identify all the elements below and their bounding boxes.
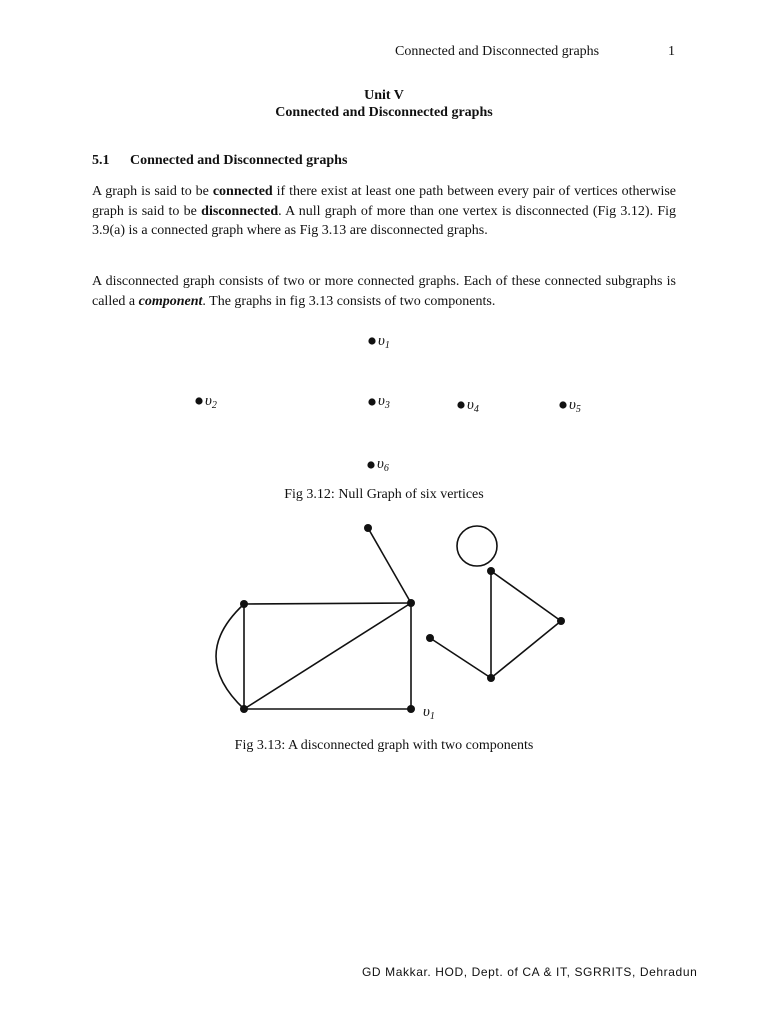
vertex-dot xyxy=(240,705,248,713)
edge xyxy=(491,571,561,621)
vertex-dot xyxy=(240,600,248,608)
vertex-dot xyxy=(487,674,495,682)
vertex-dot xyxy=(559,401,566,408)
para1-text-1: A graph is said to be xyxy=(92,184,213,199)
edge xyxy=(491,621,561,678)
vertex-dot xyxy=(364,524,372,532)
figure-3-13-component-2-vertices xyxy=(426,567,565,682)
para2-text-1: A disconnected graph consists of two or more connected graphs. Each of these connected subgraphs is called a xyxy=(92,274,676,309)
vertex-v5 xyxy=(559,397,580,415)
vertex-label: $\upsilon_5$ xyxy=(569,397,581,415)
figure-3-13-component-1-vertices xyxy=(240,524,415,713)
vertex-v4 xyxy=(457,397,478,415)
running-header-title: Connected and Disconnected graphs xyxy=(395,44,600,59)
figure-3-13-component-2 xyxy=(430,526,561,678)
vertex-v3 xyxy=(368,393,389,411)
figure-3-12-caption: Fig 3.12: Null Graph of six vertices xyxy=(284,487,484,502)
vertex-label: $\upsilon_3$ xyxy=(378,393,390,411)
figure-3-13-caption: Fig 3.13: A disconnected graph with two components xyxy=(234,738,534,753)
section-title: Connected and Disconnected graphs xyxy=(130,153,348,168)
vertex-dot xyxy=(407,705,415,713)
vertex-label: $\upsilon_4$ xyxy=(467,397,479,415)
edge xyxy=(244,603,411,709)
vertex-label-v1: $\upsilon_1$ xyxy=(423,704,435,722)
term-component: component xyxy=(138,293,203,309)
para1-text-3: . A null graph of more than one vertex is disconnected (Fig 3.12). Fig 3.9(a) is a connected graph where as Fig 3.13 are disconnected graphs. xyxy=(92,203,677,238)
term-disconnected: disconnected xyxy=(201,203,279,219)
edge xyxy=(244,603,411,604)
vertex-dot xyxy=(457,401,464,408)
page-footer: GD Makkar. HOD, Dept. of CA & IT, SGRRITS, Dehradun xyxy=(362,965,698,979)
vertex-dot xyxy=(367,461,374,468)
term-connected: connected xyxy=(212,184,273,199)
vertex-dot xyxy=(368,398,375,405)
vertex-label: $\upsilon_2$ xyxy=(205,393,217,411)
page-number: 1 xyxy=(668,44,675,59)
figure-3-13-component-1 xyxy=(216,528,411,709)
edge-curved xyxy=(216,604,244,709)
vertex-v6 xyxy=(367,456,388,474)
section-number: 5.1 xyxy=(92,153,110,168)
para2-text-2: . The graphs in fig 3.13 consists of two components. xyxy=(202,293,496,309)
vertex-dot xyxy=(426,634,434,642)
vertex-v1 xyxy=(368,333,389,351)
edge xyxy=(368,528,411,603)
chapter-title: Connected and Disconnected graphs xyxy=(275,105,493,120)
vertex-dot xyxy=(195,397,202,404)
vertex-dot xyxy=(368,337,375,344)
unit-heading: Unit V xyxy=(364,88,404,103)
para1-text-2: if there exist at least one path between every pair of vertices otherwise graph is said to be xyxy=(92,184,676,219)
vertex-v2 xyxy=(195,393,216,411)
vertex-dot xyxy=(487,567,495,575)
edge xyxy=(430,638,491,678)
vertex-label: $\upsilon_1$ xyxy=(378,333,390,351)
vertex-dot xyxy=(407,599,415,607)
self-loop xyxy=(457,526,497,566)
vertex-dot xyxy=(557,617,565,625)
vertex-label: $\upsilon_6$ xyxy=(377,456,389,474)
